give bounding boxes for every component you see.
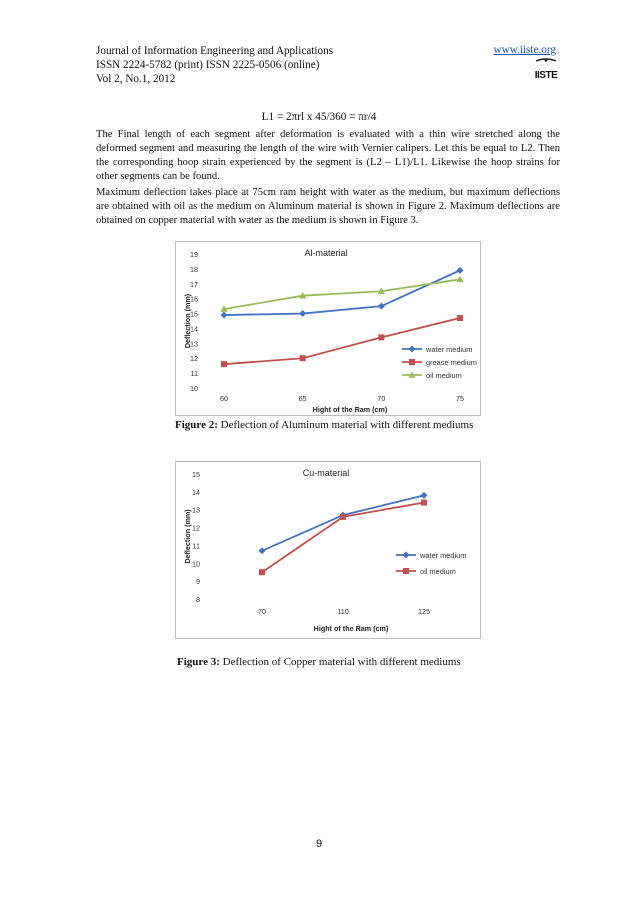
x-tick-label: 75 xyxy=(456,394,464,403)
data-point xyxy=(340,514,346,520)
figure-3-text: Deflection of Copper material with different mediums xyxy=(219,656,461,668)
logo-text: IISTE xyxy=(534,70,558,80)
chart-title: Cu-material xyxy=(302,468,350,478)
y-tick-label: 13 xyxy=(190,339,198,349)
y-tick-label: 12 xyxy=(190,354,198,364)
y-tick-label: 10 xyxy=(190,384,198,393)
y-tick-label: 15 xyxy=(192,470,200,479)
y-tick-label: 16 xyxy=(190,294,198,304)
data-point xyxy=(421,500,427,506)
legend-marker xyxy=(409,346,416,353)
data-point xyxy=(421,492,428,499)
y-axis-label: Deflection (mm) xyxy=(183,293,192,349)
al-material-chart xyxy=(176,242,480,415)
legend-entry: water medium xyxy=(426,345,473,354)
data-point xyxy=(457,267,464,274)
y-tick-label: 8 xyxy=(196,595,200,604)
journal-url-link[interactable]: www.iiste.org xyxy=(493,44,556,56)
y-tick-label: 11 xyxy=(192,541,200,551)
x-tick-label: 70 xyxy=(258,607,266,616)
equation: L1 = 2πrl x 45/360 = πr/4 xyxy=(261,111,377,123)
y-tick-label: 18 xyxy=(190,264,198,274)
figure-2-text: Deflection of Aluminum material with different mediums xyxy=(217,419,474,431)
data-point xyxy=(457,315,463,321)
cu-material-chart xyxy=(176,462,480,638)
legend-entry: grease medium xyxy=(426,358,477,367)
series-line xyxy=(224,279,460,309)
x-tick-label: 60 xyxy=(220,394,228,403)
y-tick-label: 12 xyxy=(192,523,200,533)
series-line xyxy=(224,318,460,364)
x-tick-label: 65 xyxy=(298,394,307,403)
y-tick-label: 14 xyxy=(192,487,200,497)
y-tick-label: 14 xyxy=(190,324,198,334)
figure-3-caption xyxy=(177,656,461,668)
x-tick-label: 70 xyxy=(377,394,386,403)
data-point xyxy=(259,547,266,554)
series-line xyxy=(262,495,424,550)
x-axis-label: Hight of the Ram (cm) xyxy=(312,405,388,414)
iiste-logo xyxy=(530,58,562,80)
x-tick-label: 110 xyxy=(337,607,349,616)
figure-3-label: Figure 3: xyxy=(177,656,220,668)
y-axis-label: Deflection (mm) xyxy=(183,509,192,564)
issn-line: ISSN 2224-5782 (print) ISSN 2225-0506 (online) xyxy=(96,59,320,71)
figure-2-caption xyxy=(175,419,473,431)
figure-2-label: Figure 2: xyxy=(175,419,218,431)
data-point xyxy=(221,312,228,319)
y-tick-label: 19 xyxy=(190,250,198,259)
legend-entry: oil medium xyxy=(426,371,462,380)
y-tick-label: 9 xyxy=(196,577,200,587)
data-point xyxy=(300,355,306,361)
x-tick-label: 125 xyxy=(418,607,430,616)
y-tick-label: 10 xyxy=(192,559,200,569)
al-chart-frame xyxy=(175,241,481,416)
volume-line: Vol 2, No.1, 2012 xyxy=(96,73,176,85)
y-tick-label: 17 xyxy=(190,279,198,289)
x-axis-label: Hight of the Ram (cm) xyxy=(313,624,389,633)
journal-title: Journal of Information Engineering and Applications xyxy=(96,45,334,57)
paragraph-1: The Final length of each segment after deformation is evaluated with a thin wire stretched along the deformed segment and measuring the length of the wire with Vernier calipers. Let this be equal to L2. Then the corresponding hoop strain experienced by the segment is (L2 – L1)/L1. Likewise the hoop strains for other segments can be found. xyxy=(96,129,560,182)
data-point xyxy=(221,361,227,367)
cu-chart-frame xyxy=(175,461,481,639)
data-point xyxy=(378,334,384,340)
data-point xyxy=(259,569,265,575)
paragraph-2: Maximum deflection takes place at 75cm ram height with water as the medium, but maximum deflections are obtained with oil as the medium on Aluminum material is shown in Figure 2. Maximum deflections are obtained on copper material with water as the medium is shown in Figure 3. xyxy=(96,187,560,226)
legend-marker xyxy=(403,568,409,574)
y-tick-label: 15 xyxy=(190,309,198,319)
y-tick-label: 11 xyxy=(190,369,198,379)
legend-marker xyxy=(409,359,415,365)
chart-title: Al-material xyxy=(304,248,348,258)
data-point xyxy=(378,303,385,310)
legend-entry: oil medium xyxy=(420,567,456,576)
data-point xyxy=(299,310,306,317)
legend-marker xyxy=(403,552,410,559)
y-tick-label: 13 xyxy=(192,505,200,515)
page-number: 9 xyxy=(315,838,323,850)
legend-entry: water medium xyxy=(420,551,467,560)
